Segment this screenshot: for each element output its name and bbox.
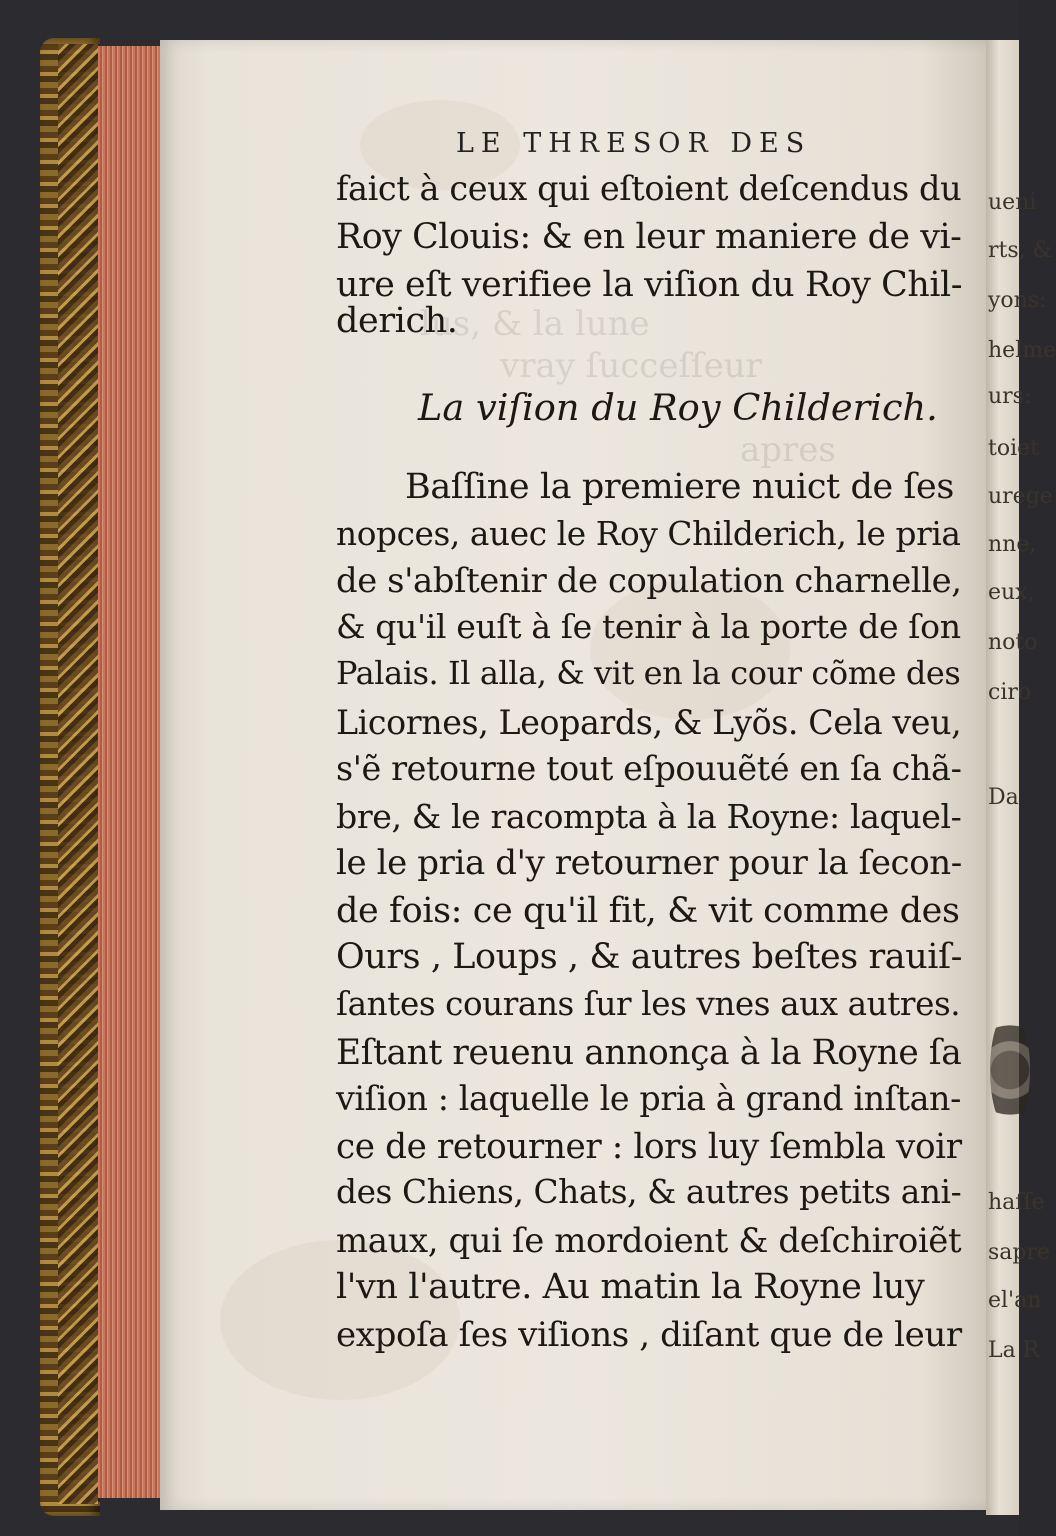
binding-tooling [58,44,98,1504]
next-page-fragment: ciro [988,680,1032,705]
next-page-fragment: el'an [988,1288,1042,1313]
text-line: faict à ceux qui eſtoient deſcendus du [336,169,962,208]
next-page-fragment: urege [988,484,1053,509]
next-page-fragment: eux, [988,580,1035,605]
text-line: Licornes, Leopards, & Lyõs. Cela veu, [336,703,962,742]
text-line: l'vn l'autre. Au matin la Royne luy [336,1267,925,1307]
text-line: expoſa ſes viſions , diſant que de leur [336,1315,962,1355]
page-edges [98,46,164,1498]
text-line: de s'abſtenir de copulation charnelle, [336,561,962,600]
text-line: ure eſt verifiee la viſion du Roy Chil- [336,265,963,305]
text-line: ce de retourner : lors luy ſembla voir [336,1127,962,1167]
text-line: Eſtant reuenu annonça à la Royne ſa [336,1033,962,1073]
next-page-fragment: haſſe [988,1190,1045,1215]
text-line: & qu'il euſt à ſe tenir à la porte de ſon [336,607,961,646]
next-page-fragment: noto [988,630,1038,655]
text-line: ſantes courans ſur les vnes aux autres. [336,985,961,1023]
next-page-fragment: Da [988,785,1019,810]
text-line: Palais. Il alla, & vit en la cour cõme des [336,654,961,692]
next-page-fragment: nne, [988,532,1037,557]
next-page-fragment: helme [988,338,1056,363]
text-line: bre, & le racompta à la Royne: laquel- [336,797,962,836]
section-heading: La viſion du Roy Childerich. [418,386,938,429]
next-page-edge [986,40,1056,1515]
next-page-fragment: rts, & [988,238,1053,263]
text-line: des Chiens, Chats, & autres petits ani- [336,1173,962,1211]
text-line: Baſſine la premiere nuict de ſes [405,467,954,507]
text-line: Roy Clouis: & en leur maniere de vi- [336,217,962,257]
text-line: viſion : laquelle le pria à grand inſtan- [336,1079,961,1118]
running-head: LE THRESOR DES [456,128,812,159]
next-page-fragment: yons: [988,288,1047,313]
text-line: le le pria d'y retourner pour la ſecon- [336,843,962,883]
next-page-fragment: sapre [988,1240,1051,1265]
next-page-fragment: La R [988,1338,1040,1363]
text-line: de fois: ce qu'il fit, & vit comme des [336,891,960,931]
next-page-fragment: toiet [988,436,1039,461]
text-line: maux, qui ſe mordoient & deſchiroiẽt [336,1221,962,1260]
next-page-fragment: ueni [988,190,1037,215]
text-line: s'ẽ retourne tout eſpouuẽté en ſa chã- [336,749,962,788]
ornament-icon [990,1010,1030,1130]
text-line: derich. [336,301,458,341]
next-page-fragment: urs: [988,384,1032,409]
text-line: Ours , Loups , & autres beſtes rauiſ- [336,937,963,977]
text-line: nopces, auec le Roy Childerich, le pria [336,515,961,553]
